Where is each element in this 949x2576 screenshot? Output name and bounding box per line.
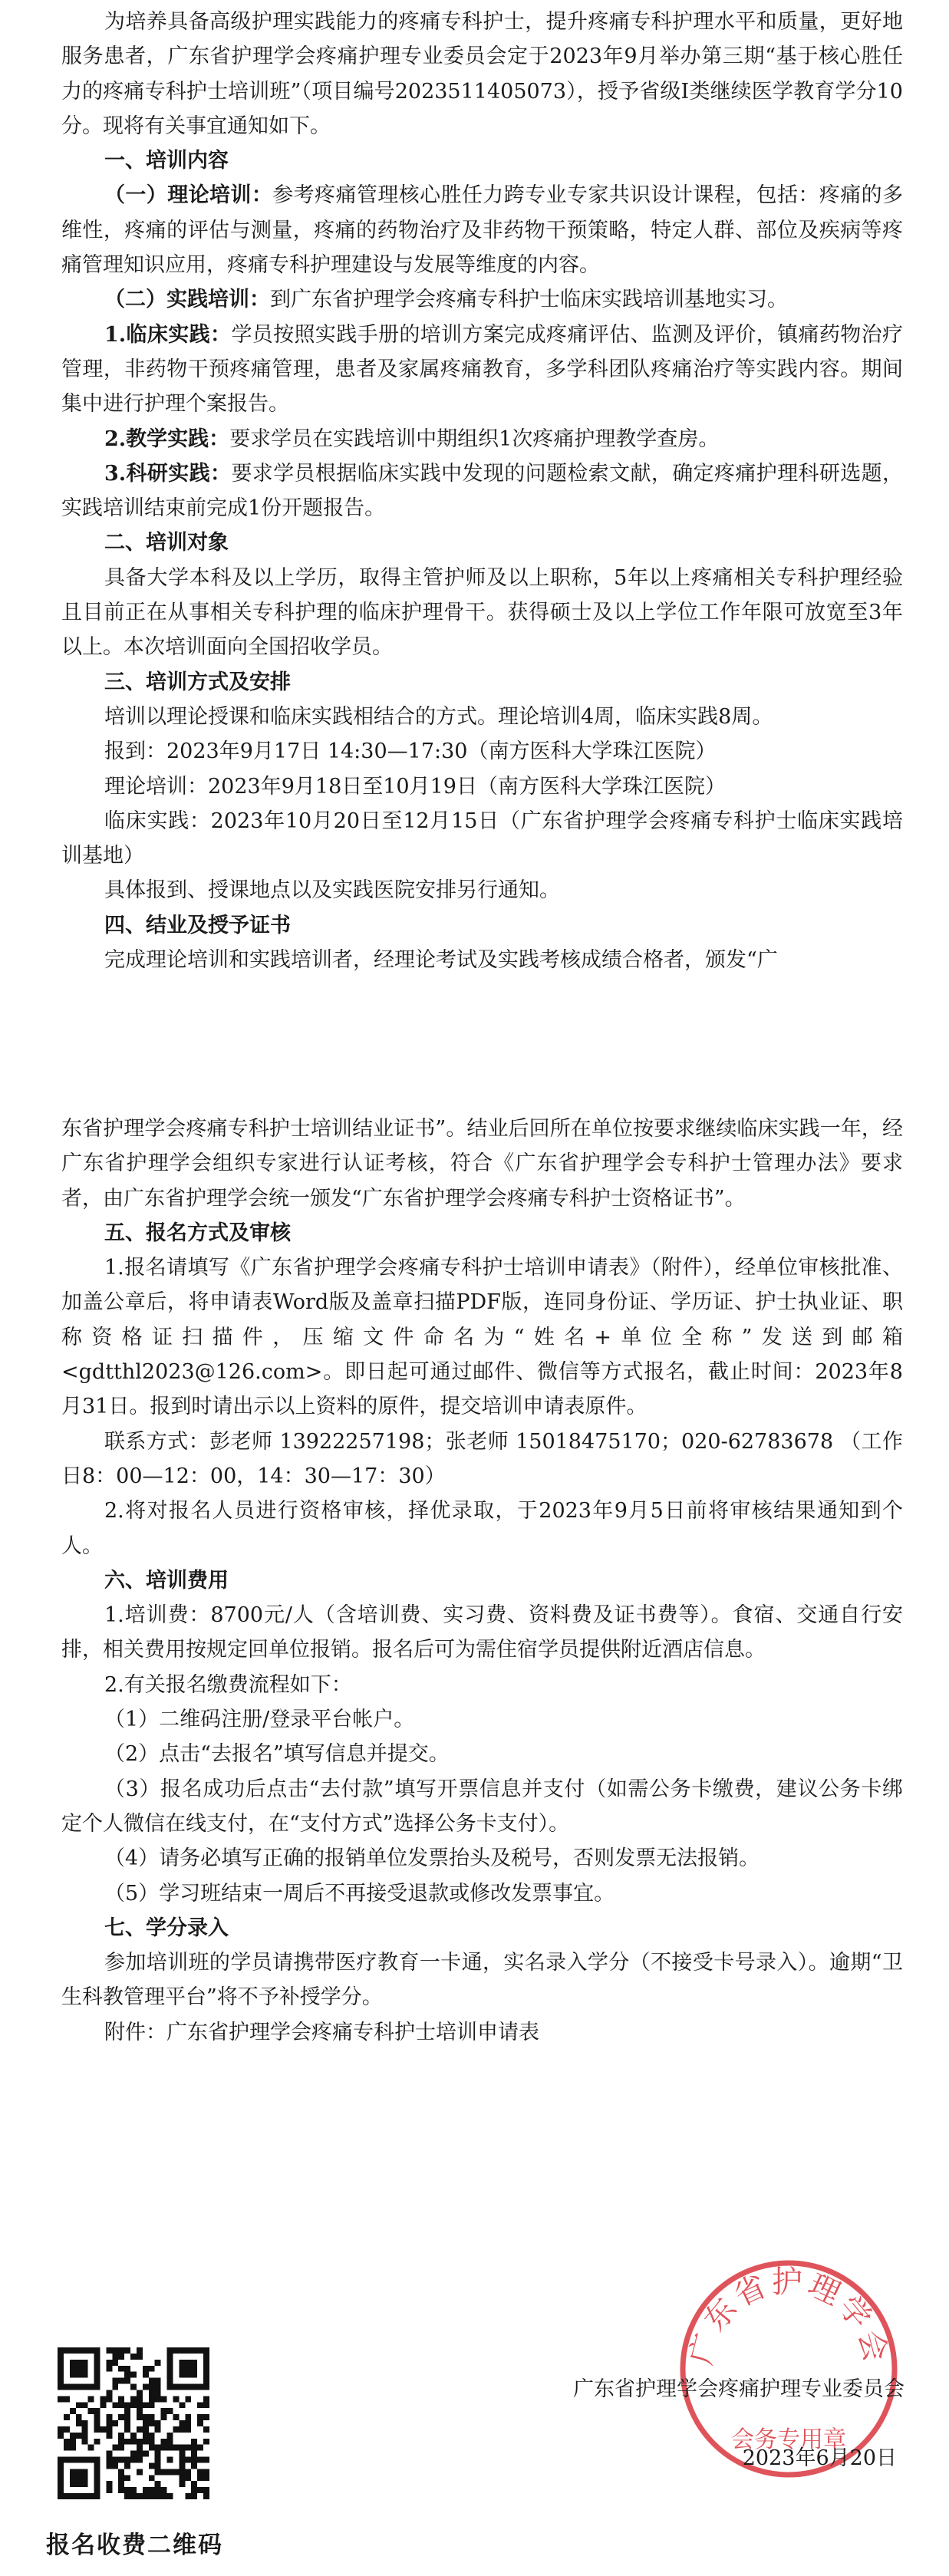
section-5-title: 五、报名方式及审核: [104, 1220, 291, 1245]
registration-line-2: 2.将对报名人员进行资格审核，择优录取，于2023年9月5日前将审核结果通知到个人。: [61, 1499, 903, 1558]
issue-date: 2023年6月20日: [742, 2446, 897, 2470]
clinical-practice-label: 1.临床实践：: [104, 322, 232, 347]
document-body-part-2: [61, 1112, 903, 2050]
research-practice-text: 要求学员根据临床实践中发现的问题检索文献，确定疼痛护理科研选题，实践培训结束前完成1份开题报告。: [61, 461, 904, 521]
target-paragraph: 具备大学本科及以上学历，取得主管护师及以上职称，5年以上疼痛相关专科护理经验且目前正在从事相关专科护理的临床护理骨干。获得硕士及以上学位工作年限可放宽至3年以上。本次培训面向全国招收学员。: [61, 565, 903, 660]
certificate-paragraph-a: 完成理论培训和实践培训者，经理论考试及实践考核成绩合格者，颁发“广: [104, 948, 778, 973]
certificate-paragraph-b: 东省护理学会疼痛专科护士培训结业证书”。结业后回所在单位按要求继续临床实践一年，经广东省护理学会组织专家进行认证考核，符合《广东省护理学会专科护士管理办法》要求者，由广东省护理学会统一颁发“广东省护理学会疼痛专科护士资格证书”。: [61, 1117, 903, 1211]
teaching-practice-paragraph: [61, 422, 903, 456]
section-6-title: 六、培训费用: [104, 1568, 229, 1593]
fee-step-4: （4）请务必填写正确的报销单位发票抬头及税号，否则发票无法报销。: [104, 1846, 760, 1871]
seal-sub-text: 会务专用章: [731, 2426, 846, 2453]
section-1-title: 一、培训内容: [104, 149, 229, 173]
fee-step-5: （5）学习班结束一周后不再接受退款或修改发票事宜。: [104, 1881, 615, 1906]
section-3-title: 三、培训方式及安排: [104, 670, 291, 694]
theory-text: 参考疼痛管理核心胜任力跨专业专家共识设计课程，包括：疼痛的多维性，疼痛的评估与测量，疼痛的药物治疗及非药物干预策略，特定人群、部位及疾病等疼痛管理知识应用，疼痛专科护理建设与发展等维度的内容。: [61, 183, 904, 278]
practice-text: 到广东省护理学会疼痛专科护士临床实践培训基地实习。: [270, 288, 788, 312]
fee-line-1: 1.培训费：8700元/人（含培训费、实习费、资料费及证书费等）。食宿、交通自行安排，相关费用按规定回单位报销。报名后可为需住宿学员提供附近酒店信息。: [61, 1603, 903, 1662]
intro-paragraph: 为培养具备高级护理实践能力的疼痛专科护士，提升疼痛专科护理水平和质量，更好地服务患者，广东省护理学会疼痛护理专业委员会定于2023年9月举办第三期“基于核心胜任力的疼痛专科护士培训班”（项目编号2023511405073），授予省级Ⅰ类继续医学教育学分10分。现将有关事宜通知如下。: [61, 10, 903, 138]
seal-arc-text: 广东省护理学会: [683, 2265, 895, 2369]
research-practice-paragraph: [61, 456, 903, 526]
clinical-practice-paragraph: [61, 318, 903, 422]
schedule-line-3: 理论培训：2023年9月18日至10月19日（南方医科大学珠江医院）: [104, 774, 726, 799]
schedule-line-5: 具体报到、授课地点以及实践医院安排另行通知。: [104, 878, 560, 903]
theory-paragraph: [61, 178, 903, 282]
section-4-title: 四、结业及授予证书: [104, 913, 291, 937]
credit-paragraph: 参加培训班的学员请携带医疗教育一卡通，实名录入学分（不接受卡号录入）。逾期“卫生科教管理平台”将不予补授学分。: [61, 1951, 903, 2010]
fee-line-2: 2.有关报名缴费流程如下：: [104, 1672, 352, 1697]
attachment-line: 附件：广东省护理学会疼痛专科护士培训申请表: [104, 2020, 539, 2044]
fee-step-2: （2）点击“去报名”填写信息并提交。: [104, 1742, 450, 1767]
registration-line-1: 1.报名请填写《广东省护理学会疼痛专科护士培训申请表》（附件），经单位审核批准、加盖公章后，将申请表Word版及盖章扫描PDF版，连同身份证、学历证、护士执业证、职称资格证扫描件，压缩文件命名为“姓名+单位全称”发送到邮箱<gdtthl2023@126.com>。即日起可通过邮件、微信等方式报名，截止时间：2023年8月31日。报到时请出示以上资料的原件，提交培训申请表原件。: [61, 1256, 903, 1419]
contact-line: 联系方式：彭老师 13922257198；张老师 15018475170；020-62783678 （工作日8：00—12：00，14：30—17：30）: [61, 1429, 903, 1488]
issuing-organization: 广东省护理学会疼痛护理专业委员会: [573, 2377, 905, 2401]
practice-paragraph: [61, 282, 903, 317]
teaching-practice-text: 要求学员在实践培训中期组织1次疼痛护理教学查房。: [229, 427, 720, 451]
schedule-line-4: 临床实践：2023年10月20日至12月15日（广东省护理学会疼痛专科护士临床实践培训基地）: [61, 809, 903, 868]
registration-qr-code[interactable]: [58, 2347, 209, 2499]
section-2-title: 二、培训对象: [104, 531, 229, 555]
research-practice-label: 3.科研实践：: [104, 461, 232, 486]
schedule-line-2: 报到：2023年9月17日 14:30—17:30（南方医科大学珠江医院）: [104, 740, 717, 764]
qr-code-label: 报名收费二维码: [46, 2532, 223, 2559]
practice-label: （二）实践培训：: [104, 288, 270, 312]
clinical-practice-text: 学员按照实践手册的培训方案完成疼痛评估、监测及评价，镇痛药物治疗管理，非药物干预疼痛管理，患者及家属疼痛教育，多学科团队疼痛治疗等实践内容。期间集中进行护理个案报告。: [61, 322, 904, 417]
theory-label: （一）理论培训：: [104, 183, 273, 208]
svg-text:广东省护理学会: [684, 2265, 894, 2368]
schedule-line-1: 培训以理论授课和临床实践相结合的方式。理论培训4周，临床实践8周。: [104, 704, 773, 729]
teaching-practice-label: 2.教学实践：: [104, 427, 230, 451]
fee-step-1: （1）二维码注册/登录平台帐户。: [104, 1708, 415, 1732]
document-body-part-1: [61, 5, 903, 977]
section-7-title: 七、学分录入: [104, 1916, 229, 1940]
fee-step-3: （3）报名成功后点击“去付款”填写开票信息并支付（如需公务卡缴费，建议公务卡绑定个人微信在线支付，在“支付方式”选择公务卡支付）。: [61, 1777, 903, 1836]
